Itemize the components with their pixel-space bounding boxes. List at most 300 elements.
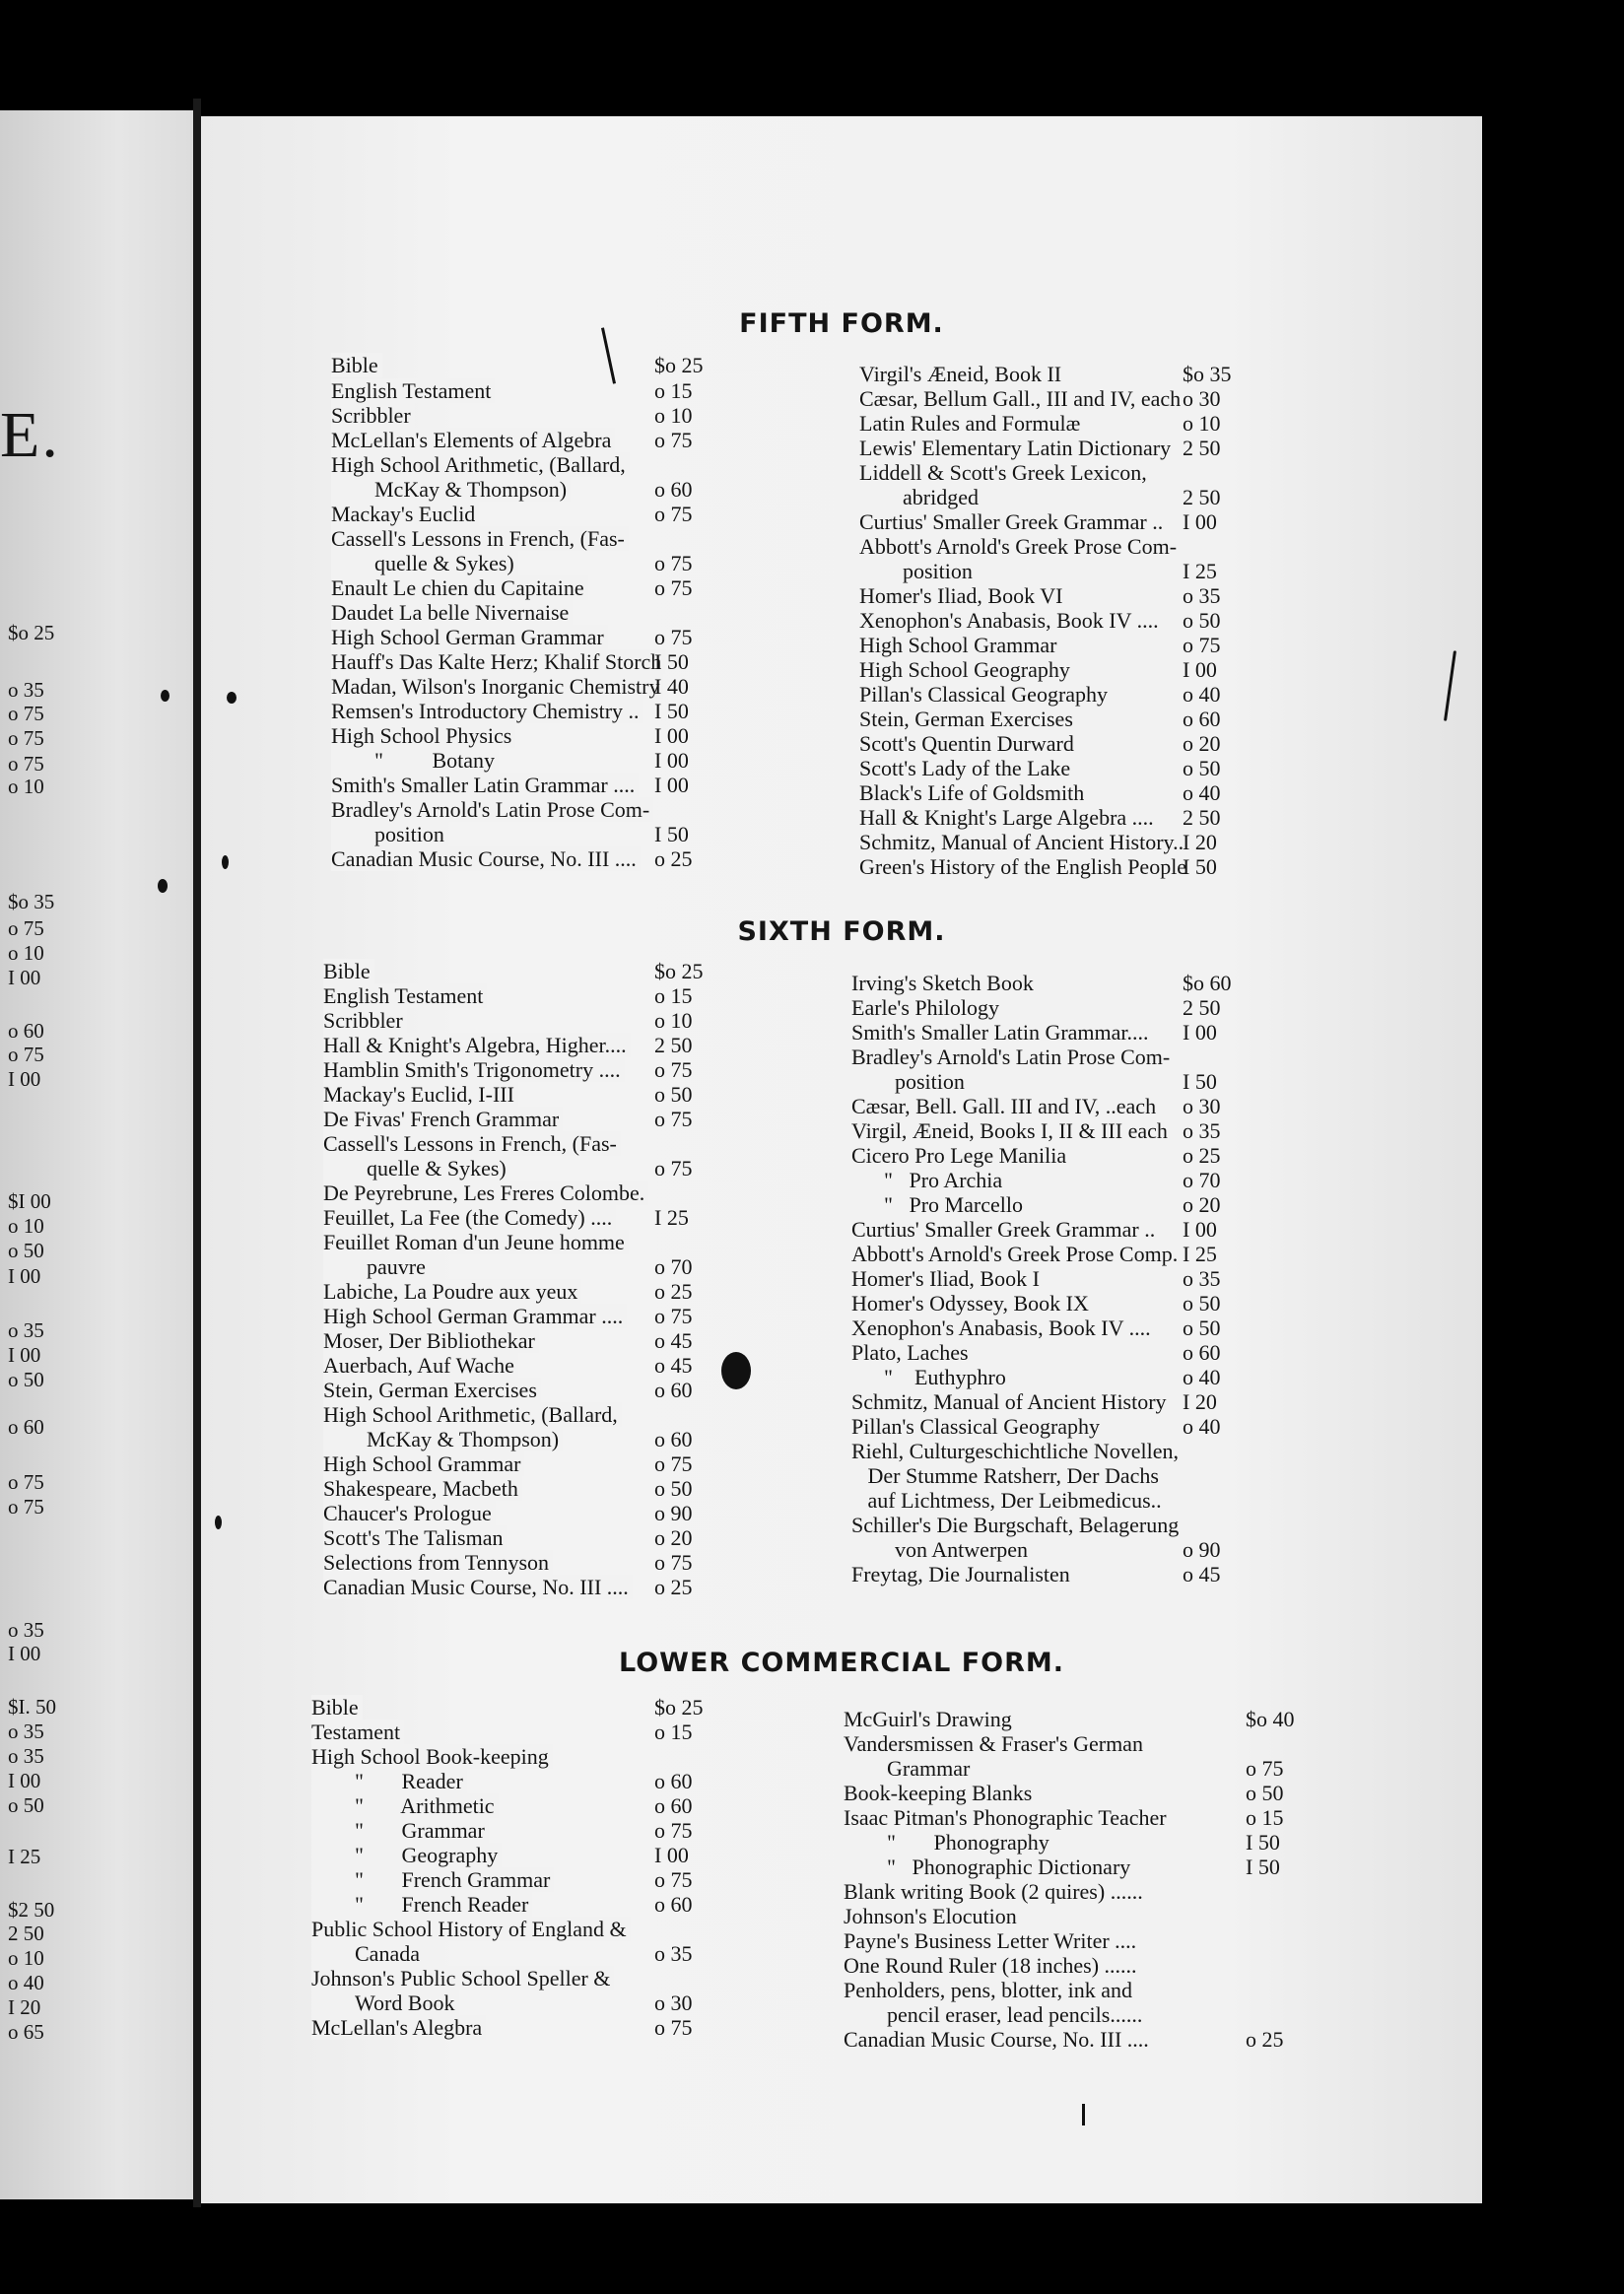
- book-list-item: [311, 1892, 743, 1917]
- book-price: o 90: [1183, 1537, 1221, 1562]
- book-list-item: [323, 983, 743, 1008]
- book-title: Smith's Smaller Latin Grammar....: [851, 1020, 1153, 1045]
- book-title: Madan, Wilson's Inorganic Chemistry: [331, 674, 663, 699]
- book-list-item: [311, 1769, 743, 1793]
- ink-speck: [227, 692, 237, 704]
- book-title: Schiller's Die Burgschaft, Belagerung: [851, 1513, 1183, 1537]
- book-title: McKay & Thompson): [323, 1427, 563, 1451]
- book-price: I 00: [1183, 1020, 1217, 1045]
- facing-page-price: o 60: [8, 1019, 44, 1043]
- book-price: o 60: [654, 1378, 693, 1402]
- facing-page-price: o 35: [8, 1720, 44, 1743]
- book-title: English Testament: [331, 378, 495, 403]
- book-title: Cassell's Lessons in French, (Fas-: [323, 1131, 621, 1156]
- pencil-stroke: [1082, 2104, 1085, 2125]
- book-price: I 40: [654, 674, 689, 699]
- facing-page-price: o 35: [8, 678, 44, 702]
- book-list-item: [859, 362, 1271, 386]
- book-list-item: [859, 559, 1271, 583]
- book-title: Isaac Pitman's Phonographic Teacher: [844, 1805, 1171, 1830]
- book-title: Penholders, pens, blotter, ink and: [844, 1978, 1136, 2002]
- book-title: quelle & Sykes): [331, 551, 518, 575]
- book-title: Curtius' Smaller Greek Grammar ..: [851, 1217, 1159, 1242]
- book-title: McGuirl's Drawing: [844, 1707, 1016, 1731]
- book-title: " Euthyphro: [851, 1365, 1010, 1389]
- book-list-item: [844, 1781, 1334, 1805]
- book-title: Earle's Philology: [851, 995, 1003, 1020]
- book-list-item: [311, 1695, 743, 1720]
- book-price: o 50: [1183, 1291, 1221, 1316]
- facing-page-price: I 25: [8, 1845, 41, 1868]
- book-title: Smith's Smaller Latin Grammar ....: [331, 773, 639, 797]
- book-price: o 75: [654, 625, 693, 649]
- book-title: Scott's Lady of the Lake: [859, 756, 1074, 780]
- book-title: High School Grammar: [323, 1451, 524, 1476]
- book-price: o 15: [654, 378, 693, 403]
- book-list-item: [323, 1230, 743, 1254]
- facing-page-price: o 40: [8, 1971, 44, 1994]
- book-title: Payne's Business Letter Writer ....: [844, 1928, 1140, 1953]
- book-title: Feuillet, La Fee (the Comedy) ....: [323, 1205, 616, 1230]
- book-title: pauvre: [323, 1254, 430, 1279]
- book-price: o 60: [654, 1769, 693, 1793]
- book-list-item: [859, 805, 1271, 830]
- book-list-item: [844, 1879, 1334, 1904]
- book-title: English Testament: [323, 983, 487, 1008]
- facing-page-price: o 65: [8, 2020, 44, 2044]
- book-list-item: [331, 846, 743, 871]
- book-list-item: [844, 2002, 1334, 2027]
- book-title: position: [851, 1069, 969, 1094]
- book-list-item: [859, 411, 1271, 436]
- facing-page-price: o 75: [8, 1495, 44, 1518]
- book-title: Testament: [311, 1720, 404, 1744]
- book-price: I 20: [1183, 830, 1217, 854]
- book-price: I 00: [1183, 509, 1217, 534]
- book-list-item: [859, 608, 1271, 633]
- book-price: I 00: [1183, 657, 1217, 682]
- book-list-item: [311, 1941, 743, 1966]
- book-price: o 50: [1183, 756, 1221, 780]
- book-price: I 50: [654, 822, 689, 846]
- book-title: Grammar: [844, 1756, 974, 1781]
- book-list-item: [844, 1904, 1334, 1928]
- book-list-item: [859, 682, 1271, 707]
- book-list-item: [844, 1830, 1334, 1855]
- book-price: o 40: [1183, 682, 1221, 707]
- book-price: o 25: [654, 1279, 693, 1304]
- book-price: 2 50: [654, 1033, 693, 1057]
- book-price: o 75: [654, 1550, 693, 1575]
- book-price: o 75: [654, 1451, 693, 1476]
- book-list-item: [851, 1168, 1271, 1192]
- book-title: High School German Grammar ....: [323, 1304, 627, 1328]
- book-list-item: [859, 534, 1271, 559]
- book-list-item: [844, 1731, 1334, 1756]
- book-title: Scott's Quentin Durward: [859, 731, 1078, 756]
- book-title: Blank writing Book (2 quires) ......: [844, 1879, 1147, 1904]
- book-title: Labiche, La Poudre aux yeux: [323, 1279, 581, 1304]
- book-list-item: [311, 1917, 743, 1941]
- book-list-item: [331, 723, 743, 748]
- book-list-item: [311, 1744, 743, 1769]
- facing-page-price: $I 00: [8, 1189, 51, 1213]
- facing-page-price: o 60: [8, 1415, 44, 1439]
- book-title: Black's Life of Goldsmith: [859, 780, 1088, 805]
- book-list-item: [311, 1818, 743, 1843]
- book-title: Bradley's Arnold's Latin Prose Com-: [851, 1045, 1174, 1069]
- book-list-item: [331, 477, 743, 502]
- facing-page-price: o 10: [8, 1946, 44, 1970]
- book-title: pencil eraser, lead pencils......: [844, 2002, 1146, 2027]
- book-list-item: [331, 674, 743, 699]
- book-title: Johnson's Elocution: [844, 1904, 1021, 1928]
- book-list-item: [851, 1242, 1271, 1266]
- book-list-item: [331, 699, 743, 723]
- book-list-item: [323, 1402, 743, 1427]
- book-title: High School Arithmetic, (Ballard,: [323, 1402, 622, 1427]
- book-title: " Pro Marcello: [851, 1192, 1027, 1217]
- book-list-item: [851, 1340, 1271, 1365]
- book-price: o 15: [1246, 1805, 1284, 1830]
- book-list-item: [323, 1107, 743, 1131]
- book-list-item: [331, 649, 743, 674]
- book-list-item: [851, 1562, 1271, 1586]
- book-price: $o 60: [1183, 971, 1232, 995]
- book-price: I 00: [654, 773, 689, 797]
- book-price: o 50: [1246, 1781, 1284, 1805]
- book-title: Pillan's Classical Geography: [859, 682, 1112, 707]
- book-title: Homer's Iliad, Book VI: [859, 583, 1066, 608]
- book-list-item: [851, 1439, 1271, 1463]
- book-list-item: [331, 748, 743, 773]
- book-title: Public School History of England &: [311, 1917, 631, 1941]
- book-price: o 50: [1183, 608, 1221, 633]
- book-list-item: [859, 756, 1271, 780]
- book-list-item: [851, 1266, 1271, 1291]
- book-title: Cicero Pro Lege Manilia: [851, 1143, 1070, 1168]
- book-title: High School Physics: [331, 723, 515, 748]
- book-price: I 50: [1246, 1830, 1280, 1855]
- book-list-item: [859, 633, 1271, 657]
- book-price: $o 35: [1183, 362, 1232, 386]
- book-price: o 50: [654, 1476, 693, 1501]
- book-price: I 25: [654, 1205, 689, 1230]
- book-title: Scribbler: [331, 403, 415, 428]
- book-list-item: [844, 1756, 1334, 1781]
- book-list-item: [851, 1094, 1271, 1118]
- book-title: Enault Le chien du Capitaine: [331, 575, 588, 600]
- ink-blot: [721, 1352, 751, 1389]
- book-list-item: [859, 485, 1271, 509]
- book-price: o 60: [654, 1892, 693, 1917]
- book-price: o 10: [654, 403, 693, 428]
- book-title: " French Reader: [311, 1892, 532, 1917]
- book-list-item: [859, 460, 1271, 485]
- book-title: Book-keeping Blanks: [844, 1781, 1036, 1805]
- book-list-item: [851, 1537, 1271, 1562]
- book-price: o 60: [654, 477, 693, 502]
- book-list-item: [331, 575, 743, 600]
- book-list-item: [323, 1254, 743, 1279]
- book-price: o 45: [1183, 1562, 1221, 1586]
- book-list-item: [311, 1966, 743, 1990]
- book-price: I 00: [1183, 1217, 1217, 1242]
- book-list-item: [851, 1291, 1271, 1316]
- book-title: Virgil, Æneid, Books I, II & III each: [851, 1118, 1172, 1143]
- book-title: Xenophon's Anabasis, Book IV ....: [859, 608, 1163, 633]
- book-list-item: [859, 854, 1271, 879]
- book-title: McLellan's Alegbra: [311, 2015, 486, 2040]
- facing-page-price: o 10: [8, 941, 44, 965]
- book-list-item: [859, 780, 1271, 805]
- book-price: o 75: [654, 1818, 693, 1843]
- book-list-item: [851, 1414, 1271, 1439]
- book-title: Feuillet Roman d'un Jeune homme: [323, 1230, 629, 1254]
- ink-speck: [215, 1516, 222, 1529]
- book-title: " Grammar: [311, 1818, 489, 1843]
- book-list-item: [331, 797, 743, 822]
- book-title: Bible: [331, 353, 382, 377]
- book-list-item: [323, 1427, 743, 1451]
- book-list-item: [851, 1192, 1271, 1217]
- book-price: o 75: [654, 2015, 693, 2040]
- book-list-item: [331, 773, 743, 797]
- book-title: Vandersmissen & Fraser's German: [844, 1731, 1147, 1756]
- book-price: I 00: [654, 748, 689, 773]
- book-list-item: [323, 1057, 743, 1082]
- book-price: I 25: [1183, 1242, 1217, 1266]
- book-price: I 20: [1183, 1389, 1217, 1414]
- facing-page-heading-fragment: E.: [0, 399, 60, 471]
- book-title: High School Geography: [859, 657, 1074, 682]
- book-title: Lewis' Elementary Latin Dictionary: [859, 436, 1175, 460]
- book-price: o 60: [1183, 707, 1221, 731]
- book-price: o 75: [654, 575, 693, 600]
- book-price: o 75: [654, 1867, 693, 1892]
- book-price: o 90: [654, 1501, 693, 1525]
- book-list-item: [311, 1990, 743, 2015]
- book-list-item: [851, 1463, 1271, 1488]
- book-title: Homer's Odyssey, Book IX: [851, 1291, 1093, 1316]
- book-price: o 25: [1183, 1143, 1221, 1168]
- book-title: Word Book: [311, 1990, 459, 2015]
- book-title: position: [331, 822, 448, 846]
- book-title: Curtius' Smaller Greek Grammar ..: [859, 509, 1167, 534]
- book-price: o 60: [1183, 1340, 1221, 1365]
- book-title: Bible: [323, 959, 374, 983]
- book-price: 2 50: [1183, 485, 1221, 509]
- book-list-item: [851, 1389, 1271, 1414]
- book-title: Cassell's Lessons in French, (Fas-: [331, 526, 629, 551]
- book-price: o 60: [654, 1427, 693, 1451]
- book-title: Virgil's Æneid, Book II: [859, 362, 1065, 386]
- book-title: abridged: [859, 485, 982, 509]
- book-title: Chaucer's Prologue: [323, 1501, 496, 1525]
- book-title: Moser, Der Bibliothekar: [323, 1328, 539, 1353]
- facing-page-price: o 10: [8, 1214, 44, 1238]
- book-title: Canadian Music Course, No. III ....: [331, 846, 641, 871]
- book-title: One Round Ruler (18 inches) ......: [844, 1953, 1141, 1978]
- section-heading: SIXTH FORM.: [737, 916, 946, 947]
- facing-page-price: I 00: [8, 966, 41, 989]
- book-list-item: [331, 600, 743, 625]
- book-price: o 20: [654, 1525, 693, 1550]
- book-list-item: [851, 971, 1271, 995]
- book-list-item: [331, 502, 743, 526]
- book-title: Bradley's Arnold's Latin Prose Com-: [331, 797, 653, 822]
- book-list-item: [331, 428, 743, 452]
- book-list-item: [323, 1328, 743, 1353]
- book-list-item: [851, 1488, 1271, 1513]
- book-list-item: [323, 1378, 743, 1402]
- book-title: Mackay's Euclid, I-III: [323, 1082, 518, 1107]
- book-price: I 50: [654, 649, 689, 674]
- facing-page-price: o 75: [8, 752, 44, 776]
- book-list-item: [311, 1793, 743, 1818]
- book-title: Remsen's Introductory Chemistry ..: [331, 699, 643, 723]
- facing-page-price: o 75: [8, 916, 44, 940]
- book-title: Canada: [311, 1941, 424, 1966]
- book-list-item: [331, 526, 743, 551]
- book-title: Riehl, Culturgeschichtliche Novellen,: [851, 1439, 1183, 1463]
- book-list-item: [844, 1805, 1334, 1830]
- book-title: " Phonography: [844, 1830, 1053, 1855]
- book-price: o 30: [1183, 1094, 1221, 1118]
- book-title: Hauff's Das Kalte Herz; Khalif Storch: [331, 649, 665, 674]
- book-price: o 75: [654, 502, 693, 526]
- book-price: 2 50: [1183, 436, 1221, 460]
- book-title: McLellan's Elements of Algebra: [331, 428, 615, 452]
- book-price: $o 40: [1246, 1707, 1295, 1731]
- book-price: o 35: [654, 1941, 693, 1966]
- book-title: von Antwerpen: [851, 1537, 1032, 1562]
- book-list-item: [323, 1304, 743, 1328]
- book-price: o 45: [654, 1353, 693, 1378]
- facing-page-price: o 35: [8, 1318, 44, 1342]
- book-price: o 75: [654, 1107, 693, 1131]
- book-price: o 10: [654, 1008, 693, 1033]
- facing-page-price: o 75: [8, 1043, 44, 1066]
- book-list-item: [844, 1953, 1334, 1978]
- book-price: I 50: [1183, 1069, 1217, 1094]
- book-price: o 25: [654, 1575, 693, 1599]
- book-price: $o 25: [654, 353, 704, 377]
- book-price: o 35: [1183, 583, 1221, 608]
- book-list-item: [851, 1069, 1271, 1094]
- book-list-item: [323, 1501, 743, 1525]
- book-price: o 35: [1183, 1266, 1221, 1291]
- facing-page-price: o 75: [8, 726, 44, 750]
- book-list-item: [311, 1843, 743, 1867]
- book-title: Shakespeare, Macbeth: [323, 1476, 522, 1501]
- book-title: High School Book-keeping: [311, 1744, 553, 1769]
- book-price: o 60: [654, 1793, 693, 1818]
- book-title: Der Stumme Ratsherr, Der Dachs: [851, 1463, 1163, 1488]
- book-list-item: [851, 1365, 1271, 1389]
- book-price: 2 50: [1183, 805, 1221, 830]
- book-title: " Geography: [311, 1843, 502, 1867]
- facing-page-price: I 00: [8, 1264, 41, 1288]
- book-list-item: [331, 452, 743, 477]
- facing-page-price: o 50: [8, 1368, 44, 1391]
- book-title: Stein, German Exercises: [859, 707, 1077, 731]
- book-price: o 70: [654, 1254, 693, 1279]
- book-list-item: [323, 1008, 743, 1033]
- book-title: Auerbach, Auf Wache: [323, 1353, 518, 1378]
- book-price: o 25: [1246, 2027, 1284, 2052]
- book-list-item: [323, 1082, 743, 1107]
- book-list-item: [331, 551, 743, 575]
- book-title: Latin Rules and Formulæ: [859, 411, 1084, 436]
- book-title: Daudet La belle Nivernaise: [331, 600, 573, 625]
- book-price: o 70: [1183, 1168, 1221, 1192]
- book-list-item: [323, 1131, 743, 1156]
- book-title: McKay & Thompson): [331, 477, 571, 502]
- book-price: o 40: [1183, 780, 1221, 805]
- book-title: Selections from Tennyson: [323, 1550, 553, 1575]
- book-title: Xenophon's Anabasis, Book IV ....: [851, 1316, 1155, 1340]
- book-list-item: [323, 1550, 743, 1575]
- book-list-item: [323, 1525, 743, 1550]
- book-list-item: [323, 1156, 743, 1181]
- book-list-item: [323, 1205, 743, 1230]
- book-title: De Peyrebrune, Les Freres Colombe.: [323, 1181, 648, 1205]
- book-list-item: [859, 386, 1271, 411]
- book-list-item: [323, 1033, 743, 1057]
- book-price: o 75: [654, 1304, 693, 1328]
- book-price: I 25: [1183, 559, 1217, 583]
- book-list-item: [859, 583, 1271, 608]
- book-list-item: [323, 1353, 743, 1378]
- book-title: Green's History of the English People: [859, 854, 1190, 879]
- book-list-item: [859, 731, 1271, 756]
- book-price: o 75: [654, 1057, 693, 1082]
- book-title: Cæsar, Bellum Gall., III and IV, each: [859, 386, 1184, 411]
- book-price: o 40: [1183, 1414, 1221, 1439]
- book-list-item: [331, 353, 743, 377]
- book-title: Schmitz, Manual of Ancient History: [851, 1389, 1171, 1414]
- book-price: o 20: [1183, 731, 1221, 756]
- book-list-item: [331, 378, 743, 403]
- book-title: Abbott's Arnold's Greek Prose Com-: [859, 534, 1181, 559]
- book-title: " Pro Archia: [851, 1168, 1006, 1192]
- book-list-item: [859, 509, 1271, 534]
- book-list-item: [851, 1020, 1271, 1045]
- book-title: Schmitz, Manual of Ancient History..: [859, 830, 1187, 854]
- book-list-item: [844, 2027, 1334, 2052]
- facing-page-price: I 00: [8, 1067, 41, 1091]
- facing-page-price: o 75: [8, 702, 44, 725]
- book-list-item: [851, 995, 1271, 1020]
- book-price: o 15: [654, 983, 693, 1008]
- book-list-item: [311, 2015, 743, 2040]
- book-list-item: [331, 403, 743, 428]
- facing-page-price: I 00: [8, 1769, 41, 1792]
- facing-page-price: $I. 50: [8, 1695, 56, 1719]
- book-list-item: [851, 1217, 1271, 1242]
- book-title: Irving's Sketch Book: [851, 971, 1038, 995]
- book-title: Mackay's Euclid: [331, 502, 479, 526]
- book-list-item: [323, 959, 743, 983]
- facing-page-price: I 20: [8, 1995, 41, 2019]
- book-title: Canadian Music Course, No. III ....: [323, 1575, 633, 1599]
- book-title: " Arithmetic: [311, 1793, 499, 1818]
- facing-page-price: $o 35: [8, 890, 55, 913]
- book-title: Freytag, Die Journalisten: [851, 1562, 1074, 1586]
- ink-speck: [161, 690, 169, 702]
- book-title: High School Grammar: [859, 633, 1060, 657]
